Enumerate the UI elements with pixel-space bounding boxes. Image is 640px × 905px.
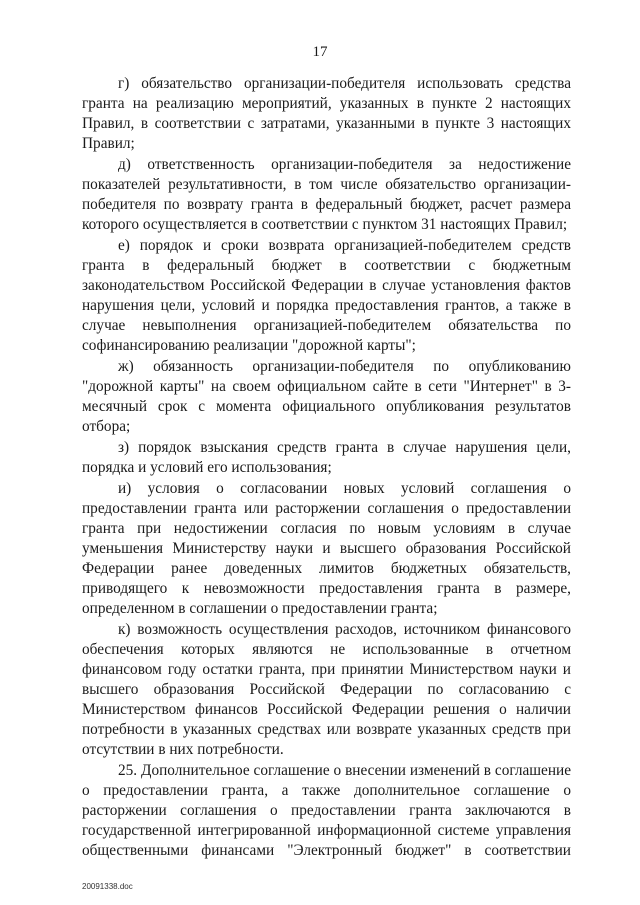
paragraph-z: з) порядок взыскания средств гранта в случае нарушения цели, порядка и условий его использования;	[82, 439, 571, 476]
paragraph-d: д) ответственность организации-победителя за недостижение показателей результативности, в том числе обязательство организации-победителя по возврату гранта в федеральный бюджет, расчет размера которого осуществляется в соответствии с пунктом 31 настоящих Правил;	[82, 156, 571, 233]
paragraph-e: е) порядок и сроки возврата организацией-победителем средств гранта в федеральный бюджет в соответствии с бюджетным законодательством Российской Федерации в случае установления фактов нарушения цели, условий и порядка предоставления грантов, а также в случае невыполнения организацией-победителем обязательства по софинансированию реализации "дорожной карты";	[82, 237, 571, 354]
paragraph-k: к) возможность осуществления расходов, источником финансового обеспечения которых являются не использованные в отчетном финансовом году остатки гранта, при принятии Министерством науки и высшего образования Российской Федерации по согласованию с Министерством финансов Российской Федерации решения о наличии потребности в указанных средствах или возврате указанных средств при отсутствии в них потребности.	[82, 621, 571, 758]
page-number: 17	[312, 44, 328, 60]
footer-filename: 20091338.doc	[82, 882, 133, 891]
paragraph-zh: ж) обязанность организации-победителя по опубликованию "дорожной карты" на своем официальном сайте в сети "Интернет" в 3-месячный срок с момента официального опубликования результатов отбора;	[82, 358, 571, 435]
paragraph-25: 25. Дополнительное соглашение о внесении изменений в соглашение о предоставлении гранта, а также дополнительное соглашение о расторжении соглашения о предоставлении гранта заключаются в государственной интегрированной информационной системе управления общественными финансами "Электронный бюджет" в соответствии	[82, 762, 571, 859]
document-body	[82, 74, 571, 862]
paragraph-g: г) обязательство организации-победителя использовать средства гранта на реализацию мероприятий, указанных в пункте 2 настоящих Правил, в соответствии с затратами, указанными в пункте 3 настоящих Правил;	[82, 75, 571, 152]
paragraph-i: и) условия о согласовании новых условий соглашения о предоставлении гранта или расторжении соглашения о предоставлении гранта при недостижении согласия по новым условиям в случае уменьшения Министерству науки и высшего образования Российской Федерации ранее доведенных лимитов бюджетных обязательств, приводящего к невозможности предоставления гранта в размере, определенном в соглашении о предоставлении гранта;	[82, 480, 571, 617]
